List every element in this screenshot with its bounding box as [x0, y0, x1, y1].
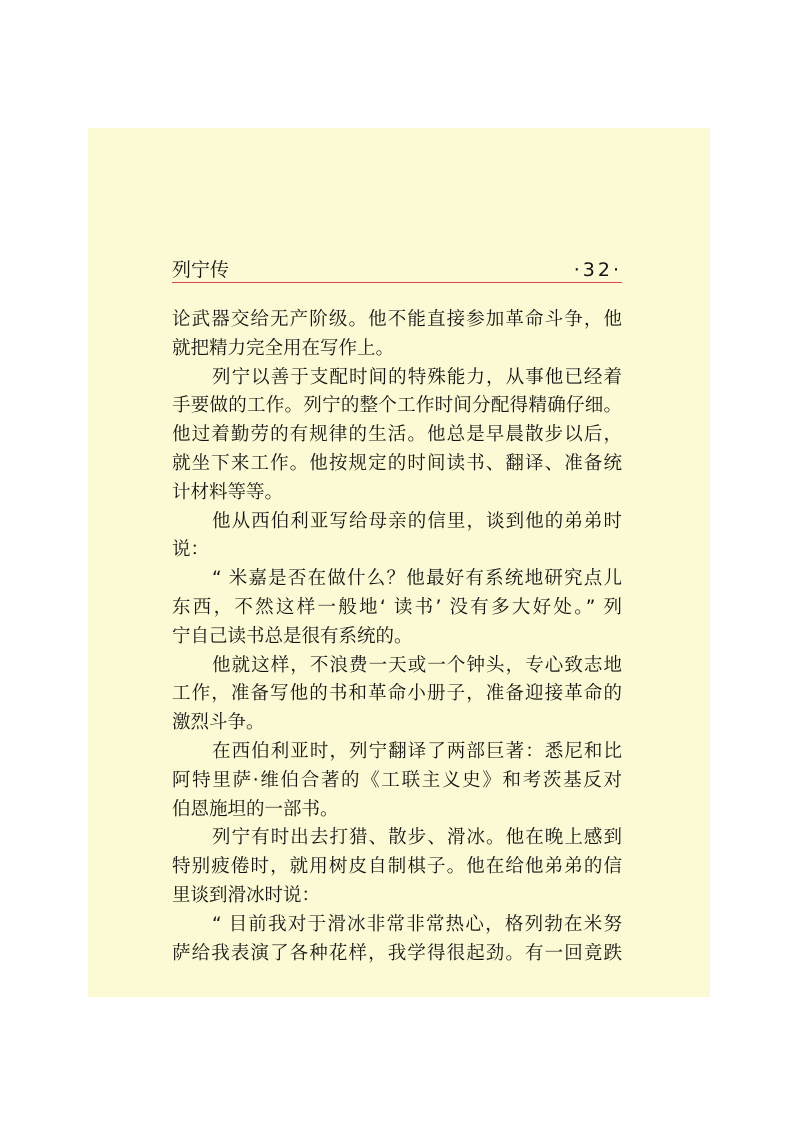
paragraph [172, 306, 622, 364]
paragraph [172, 738, 622, 824]
running-header [172, 258, 622, 282]
text-line: 特别疲倦时，就用树皮自制棋子。他在给他弟弟的信 [172, 856, 622, 878]
text-line: 列宁以善于支配时间的特殊能力，从事他已经着 [212, 366, 622, 388]
paragraph [172, 364, 622, 508]
text-line: 在西伯利亚时，列宁翻译了两部巨著：悉尼和比 [212, 740, 622, 762]
text-line: 就坐下来工作。他按规定的时间读书、翻译、准备统 [172, 452, 622, 474]
text-line: 宁自己读书总是很有系统的。 [172, 625, 413, 647]
paragraph [172, 824, 622, 910]
text-line: 东西，不然这样一般地‘ 读书’ 没有多大好处。” 列 [172, 596, 622, 618]
text-line: 工作，准备写他的书和革命小册子，准备迎接革命的 [172, 683, 622, 705]
text-line: “ 米嘉是否在做什么？他最好有系统地研究点儿 [212, 568, 622, 590]
paragraph [172, 911, 622, 969]
text-line: 就把精力完全用在写作上。 [172, 337, 395, 359]
book-page [88, 128, 710, 997]
text-line: 里谈到滑冰时说： [172, 884, 321, 906]
text-line: 他就这样，不浪费一天或一个钟头，专心致志地 [212, 654, 622, 676]
paragraph [172, 652, 622, 738]
paragraph [172, 508, 622, 566]
page-number: ·32· [573, 259, 622, 281]
text-line: 列宁有时出去打猎、散步、滑冰。他在晚上感到 [212, 827, 622, 849]
text-line: 他从西伯利亚写给母亲的信里，谈到他的弟弟时 [212, 510, 622, 532]
book-title: 列宁传 [172, 259, 230, 281]
body-text [172, 306, 622, 968]
text-line: 手要做的工作。列宁的整个工作时间分配得精确仔细。 [172, 395, 622, 417]
text-line: 激烈斗争。 [172, 712, 265, 734]
text-line: 说： [172, 539, 210, 561]
text-line: “ 目前我对于滑冰非常非常热心，格列勃在米努 [212, 913, 622, 935]
text-line: 论武器交给无产阶级。他不能直接参加革命斗争，他 [172, 309, 622, 330]
text-line: 萨给我表演了各种花样，我学得很起劲。有一回竟跌 [172, 942, 622, 964]
text-line: 计材料等等。 [172, 481, 284, 503]
paragraph [172, 565, 622, 651]
text-line: 他过着勤劳的有规律的生活。他总是早晨散步以后， [172, 424, 622, 446]
text-line: 阿特里萨·维伯合著的《工联主义史》和考茨基反对 [172, 769, 622, 791]
text-line: 伯恩施坦的一部书。 [172, 798, 339, 820]
header-rule [172, 282, 622, 283]
